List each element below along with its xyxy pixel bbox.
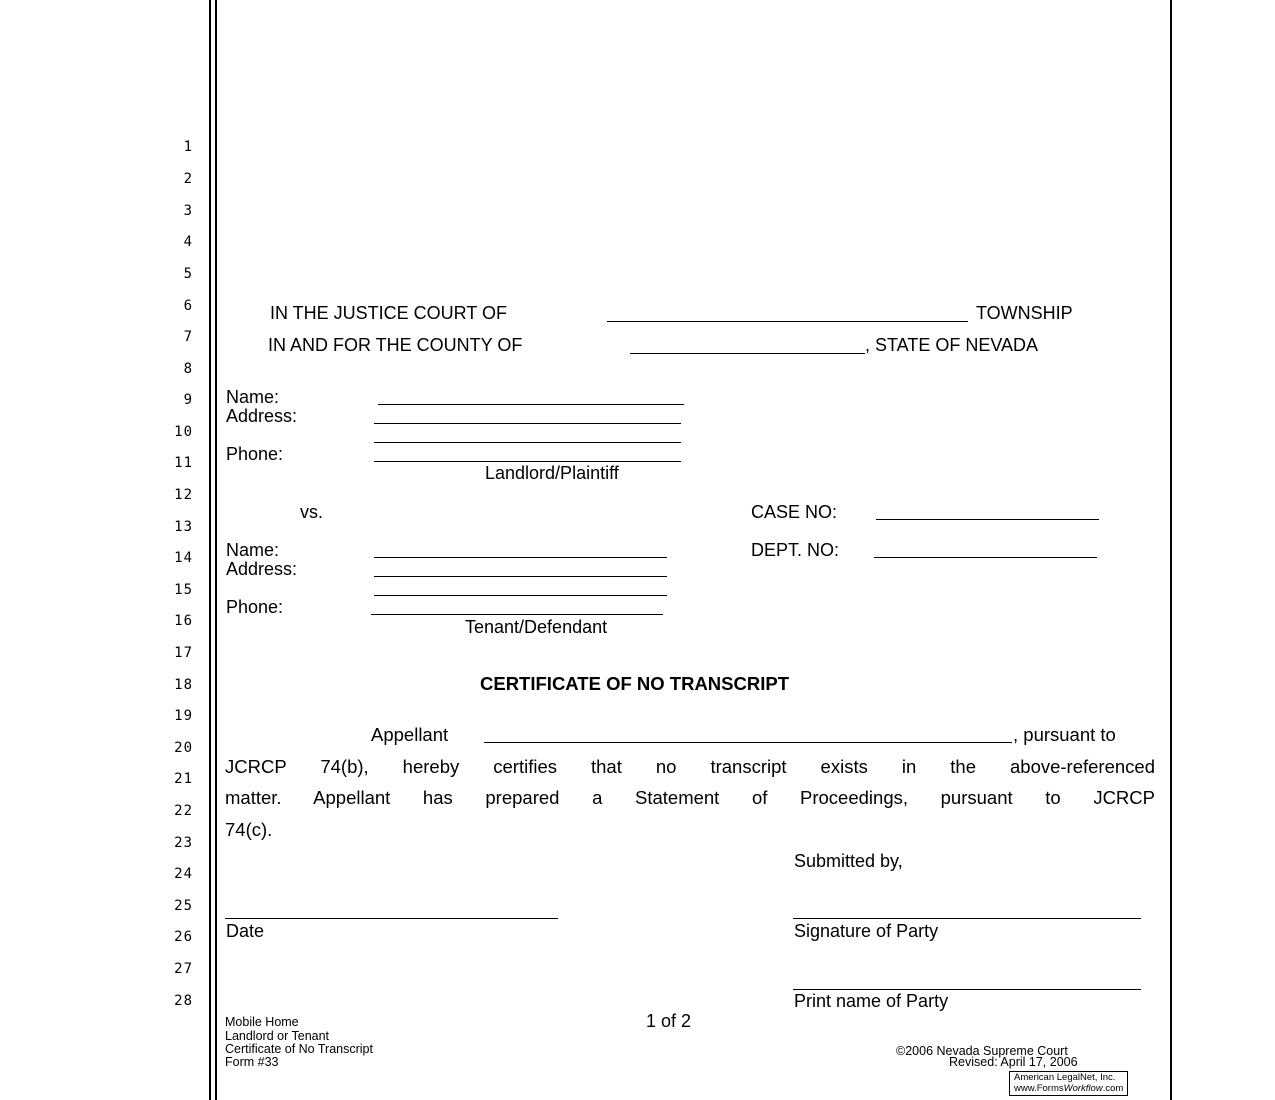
line-number: 15 <box>174 582 193 598</box>
copyright-text: ©2006 Nevada Supreme Court <box>896 1044 1068 1058</box>
plaintiff-phone-label: Phone: <box>226 444 284 464</box>
body-line-4: 74(c). <box>225 819 273 840</box>
form-info-line-2: Landlord or Tenant <box>225 1029 330 1043</box>
page-indicator: 1 of 2 <box>646 1011 692 1031</box>
plaintiff-address-label: Address: <box>226 406 298 426</box>
defendant-address-field-1[interactable] <box>374 576 667 577</box>
line-number: 5 <box>183 266 193 282</box>
line-number: 20 <box>174 740 193 756</box>
publisher-url-emphasis: Workflow <box>1063 1082 1103 1094</box>
county-caption-prefix: IN AND FOR THE COUNTY OF <box>268 335 523 355</box>
date-label: Date <box>226 921 265 941</box>
body-line-3: matter. Appellant has prepared a Statement of Proceedings, pursuant to JCRCP <box>225 787 1155 808</box>
line-number: 2 <box>183 171 193 187</box>
plaintiff-name-label: Name: <box>226 387 280 407</box>
line-number: 1 <box>183 139 193 155</box>
publisher-url <box>1014 1084 1123 1095</box>
line-number: 17 <box>174 645 193 661</box>
signature-field[interactable] <box>793 918 1141 919</box>
dept-no-label: DEPT. NO: <box>751 540 840 560</box>
case-no-field[interactable] <box>876 519 1099 520</box>
revised-date: Revised: April 17, 2006 <box>949 1055 1078 1069</box>
vs-label: vs. <box>300 502 324 522</box>
pursuant-to-label: , pursuant to <box>1013 724 1116 745</box>
form-info-line-1: Mobile Home <box>225 1015 299 1029</box>
plaintiff-phone-field[interactable] <box>374 461 681 462</box>
print-name-label: Print name of Party <box>794 991 949 1011</box>
line-number: 26 <box>174 929 193 945</box>
publisher-url-prefix: www.Forms <box>1014 1082 1064 1094</box>
defendant-name-field[interactable] <box>374 557 667 558</box>
case-no-label: CASE NO: <box>751 502 838 522</box>
right-margin-rule <box>1170 0 1172 1100</box>
line-number: 13 <box>174 519 193 535</box>
appellant-label: Appellant <box>371 724 449 745</box>
line-number: 27 <box>174 961 193 977</box>
line-number: 22 <box>174 803 193 819</box>
form-info-line-4: Form #33 <box>225 1055 279 1069</box>
line-number: 12 <box>174 487 193 503</box>
publisher-box[interactable] <box>1009 1071 1128 1096</box>
township-blank[interactable] <box>607 321 968 322</box>
left-margin-rule-inner <box>215 0 217 1100</box>
document-title: CERTIFICATE OF NO TRANSCRIPT <box>480 673 790 694</box>
line-number: 9 <box>183 392 193 408</box>
dept-no-field[interactable] <box>874 557 1097 558</box>
township-label: TOWNSHIP <box>976 303 1073 323</box>
defendant-address-label: Address: <box>226 559 298 579</box>
line-number: 14 <box>174 550 193 566</box>
line-number: 25 <box>174 898 193 914</box>
publisher-url-suffix: .com <box>1102 1082 1124 1094</box>
form-info-line-3: Certificate of No Transcript <box>225 1042 373 1056</box>
defendant-phone-field[interactable] <box>371 614 663 615</box>
line-number: 19 <box>174 708 193 724</box>
court-caption-prefix: IN THE JUSTICE COURT OF <box>270 303 508 323</box>
line-number: 28 <box>174 993 193 1009</box>
submitted-by-label: Submitted by, <box>794 851 903 871</box>
defendant-address-field-2[interactable] <box>374 595 667 596</box>
line-number: 21 <box>174 771 193 787</box>
date-field[interactable] <box>225 918 558 919</box>
county-blank[interactable] <box>630 353 865 354</box>
line-number: 8 <box>183 361 193 377</box>
state-label: , STATE OF NEVADA <box>865 335 1039 355</box>
plaintiff-role-label: Landlord/Plaintiff <box>485 463 619 483</box>
defendant-role-label: Tenant/Defendant <box>465 617 608 637</box>
plaintiff-name-field[interactable] <box>378 404 684 405</box>
line-number: 11 <box>174 455 193 471</box>
line-number: 3 <box>183 203 193 219</box>
print-name-field[interactable] <box>793 989 1141 990</box>
appellant-name-field[interactable] <box>484 742 1012 743</box>
publisher-name: American LegalNet, Inc. <box>1014 1072 1116 1083</box>
line-number: 10 <box>174 424 193 440</box>
left-margin-rule-outer <box>209 0 211 1100</box>
line-number: 23 <box>174 835 193 851</box>
signature-label: Signature of Party <box>794 921 939 941</box>
defendant-phone-label: Phone: <box>226 597 284 617</box>
line-number: 16 <box>174 613 193 629</box>
line-number: 18 <box>174 677 193 693</box>
line-number: 24 <box>174 866 193 882</box>
plaintiff-address-field-2[interactable] <box>374 442 681 443</box>
plaintiff-address-field-1[interactable] <box>374 423 681 424</box>
line-number: 7 <box>183 329 193 345</box>
body-line-2: JCRCP 74(b), hereby certifies that no transcript exists in the above-referenced <box>225 756 1155 777</box>
line-number: 6 <box>183 298 193 314</box>
defendant-name-label: Name: <box>226 540 280 560</box>
line-number: 4 <box>183 234 193 250</box>
